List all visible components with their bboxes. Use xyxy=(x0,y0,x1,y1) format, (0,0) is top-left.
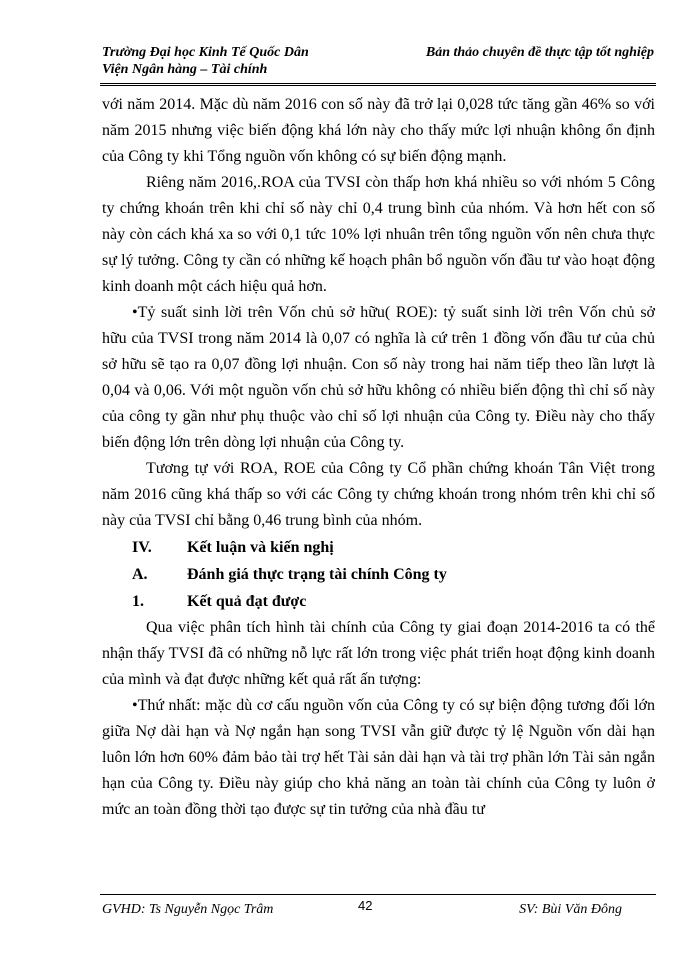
section-heading-iv xyxy=(102,535,655,561)
footer-supervisor: GVHD: Ts Nguyễn Ngọc Trâm xyxy=(102,902,274,917)
section-title: Kết quả đạt được xyxy=(187,593,307,610)
header-divider xyxy=(100,83,656,86)
paragraph-roe-comparison: Tương tự với ROA, ROE của Công ty Cổ phần chứng khoán Tân Việt trong năm 2016 cũng khá thấp so với các Công ty chứng khoán trong nhóm trên khi chỉ số này của TVSI chỉ bằng 0,46 trung bình của nhóm. xyxy=(102,460,655,529)
paragraph-roe: •Tỷ suất sinh lời trên Vốn chủ sở hữu( ROE): tỷ suất sinh lời trên Vốn chủ sở hữu của TVSI trong năm 2014 là 0,07 có nghĩa là cứ trên 1 đồng vốn đầu tư của chủ sở hữu sẽ tạo ra 0,07 đồng lợi nhuận. Con số này trong hai năm tiếp theo lần lượt là 0,04 và 0,06. Với một nguồn vốn chủ sở hữu không có nhiều biến động thì chỉ số này của công ty gần như phụ thuộc vào chỉ số lợi nhuận của Công ty. Điều này cho thấy biến động lớn trên dòng lợi nhuận của Công ty. xyxy=(102,304,655,451)
document-body xyxy=(102,92,655,823)
page-header xyxy=(102,44,654,84)
footer-student: SV: Bùi Văn Đông xyxy=(519,902,622,917)
section-number: A. xyxy=(132,566,148,583)
section-heading-a xyxy=(102,562,655,588)
paragraph-results-intro: Qua việc phân tích hình tài chính của Công ty giai đoạn 2014-2016 ta có thể nhận thấy TVSI đã có những nỗ lực rất lớn trong việc phát triển hoạt động kinh doanh của mình và đạt được những kết quả rất ấn tượng: xyxy=(102,619,655,688)
paragraph-roa-continued: với năm 2014. Mặc dù năm 2016 con số này đã trở lại 0,028 tức tăng gần 46% so với năm 2015 nhưng việc biến động khá lớn này cho thấy mức lợi nhuận không ổn định của Công ty khi Tổng nguồn vốn không có sự biến động mạnh. xyxy=(102,96,655,165)
section-title: Đánh giá thực trạng tài chính Công ty xyxy=(187,566,447,583)
section-heading-1 xyxy=(102,589,655,615)
section-number: IV. xyxy=(132,539,152,556)
header-document-title: Bản thảo chuyên đề thực tập tốt nghiệp xyxy=(425,45,654,60)
paragraph-first-result: •Thứ nhất: mặc dù cơ cấu nguồn vốn của Công ty có sự biện động tương đối lớn giữa Nợ dài hạn và Nợ ngắn hạn song TVSI vẫn giữ được tỷ lệ Nguồn vốn dài hạn luôn lớn hơn 60% đảm bảo tài trợ hết Tài sản dài hạn và tài trợ phần lớn Tài sản ngắn hạn của Công ty. Điều này giúp cho khả năng an toàn tài chính của Công ty luôn ở mức an toàn đồng thời tạo được sự tin tưởng của nhà đầu tư xyxy=(102,697,655,818)
header-university: Trường Đại học Kinh Tế Quốc Dân xyxy=(102,45,309,60)
page-number: 42 xyxy=(358,898,373,913)
header-left xyxy=(102,44,309,78)
page-footer xyxy=(102,898,654,922)
header-institute: Viện Ngân hàng – Tài chính xyxy=(102,62,268,77)
footer-divider xyxy=(100,894,656,895)
paragraph-roa-2016: Riêng năm 2016,.ROA của TVSI còn thấp hơn khá nhiều so với nhóm 5 Công ty chứng khoán trên khi chỉ số này chỉ 0,4 trung bình của nhóm. Và hơn hết con số này còn cách khá xa so với 0,1 tức 10% lợi nhuân trên tổng nguồn vốn nên chưa thực sự lý tưởng. Công ty cần có những kế hoạch phân bổ nguồn vốn đầu tư vào hoạt động kinh doanh một cách hiệu quả hơn. xyxy=(102,174,655,295)
section-title: Kết luận và kiến nghị xyxy=(187,539,334,556)
section-number: 1. xyxy=(132,593,144,610)
